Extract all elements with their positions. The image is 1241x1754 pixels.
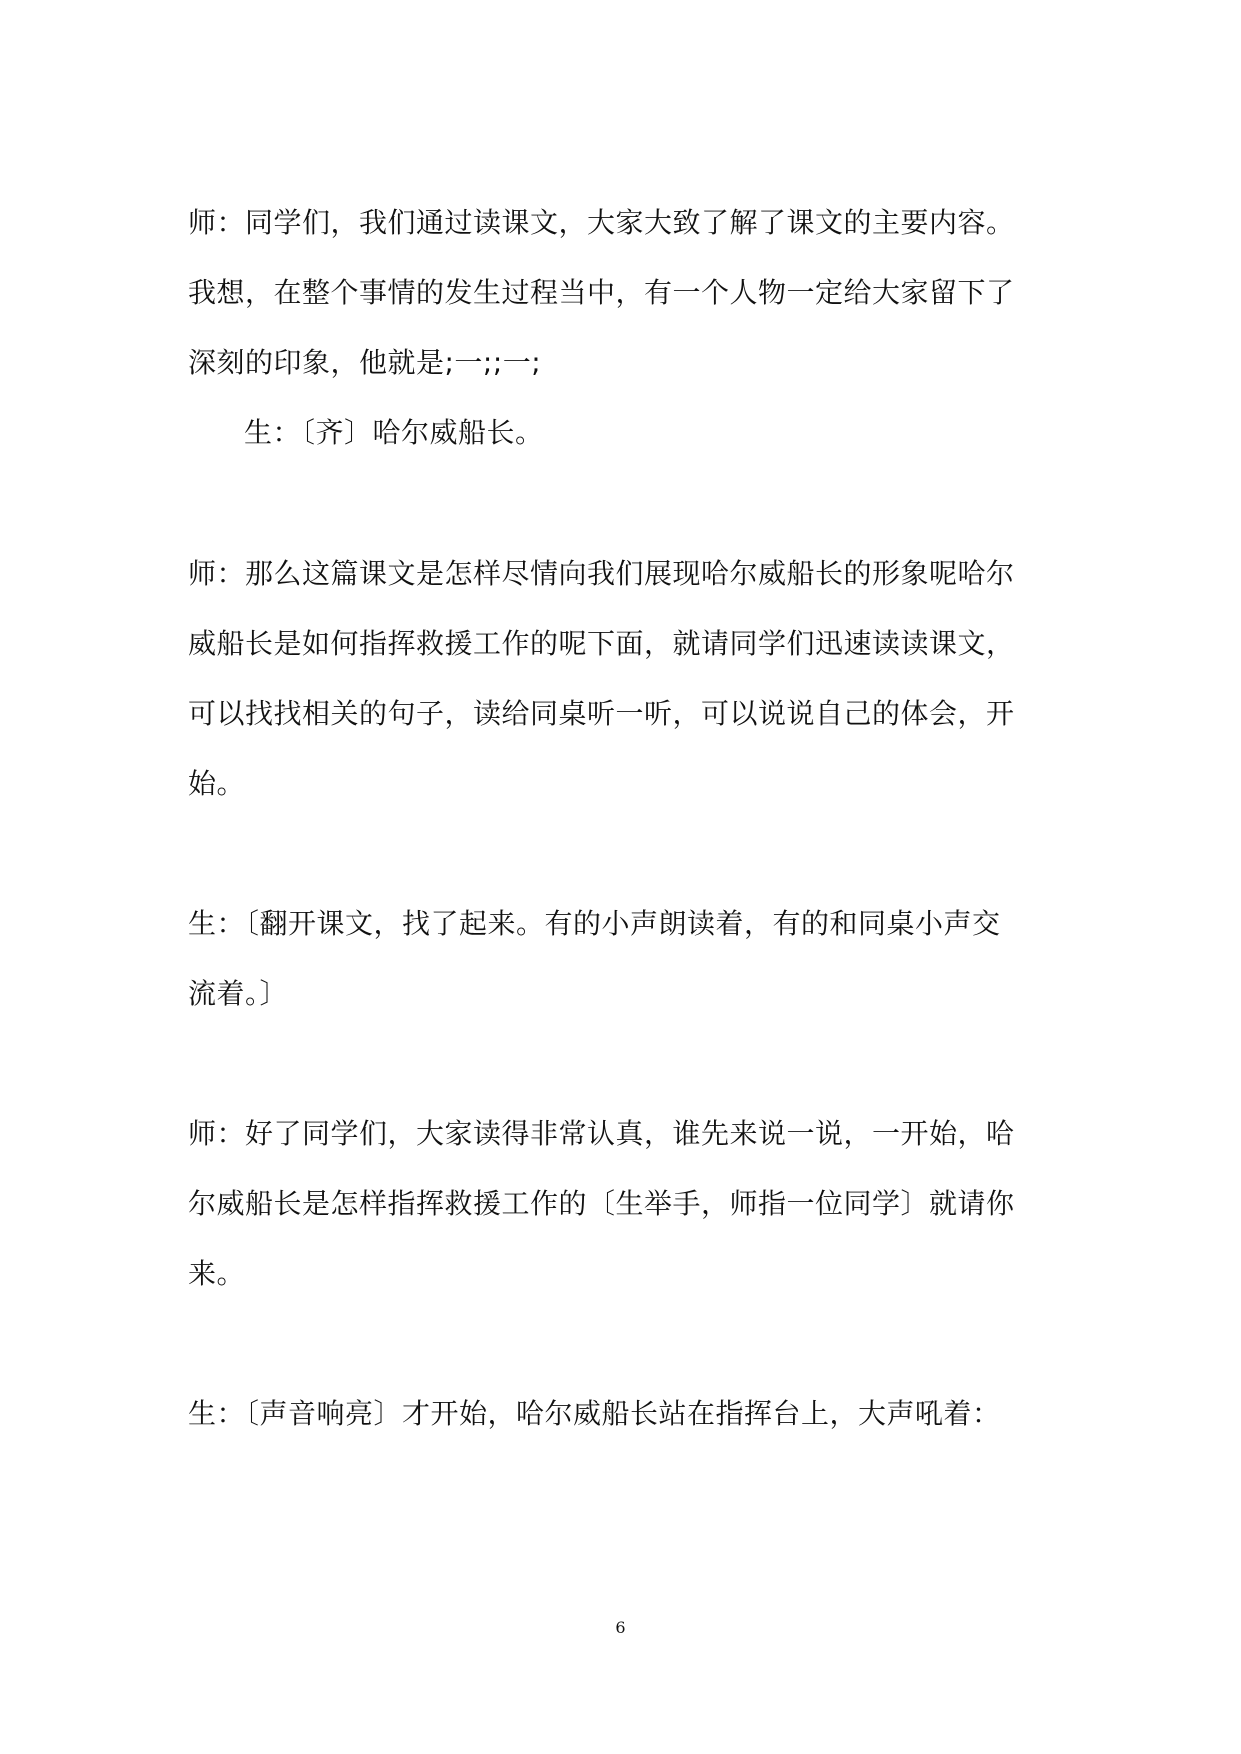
paragraph-3-line-4: 始。 [188,767,246,800]
paragraph-4-line-1: 生：〔翻开课文，找了起来。有的小声朗读着，有的和同桌小声交 [188,907,1001,940]
paragraph-6-line-1: 生：〔声音响亮〕才开始，哈尔威船长站在指挥台上，大声吼着： [188,1397,1001,1430]
paragraph-5-line-1: 师：好了同学们，大家读得非常认真，谁先来说一说，一开始，哈 [188,1117,1015,1150]
paragraph-1-line-1: 师：同学们，我们通过读课文，大家大致了解了课文的主要内容。 [188,206,1015,239]
paragraph-3-line-2: 威船长是如何指挥救援工作的呢下面，就请同学们迅速读读课文， [188,627,1015,660]
paragraph-5-line-2: 尔威船长是怎样指挥救援工作的〔生举手，师指一位同学〕就请你 [188,1187,1015,1220]
paragraph-3-line-1: 师：那么这篇课文是怎样尽情向我们展现哈尔威船长的形象呢哈尔 [188,557,1015,590]
paragraph-3-line-3: 可以找找相关的句子，读给同桌听一听，可以说说自己的体会，开 [188,697,1015,730]
paragraph-1-line-2: 我想，在整个事情的发生过程当中，有一个人物一定给大家留下了 [188,276,1015,309]
paragraph-1-line-3: 深刻的印象，他就是;一;;一; [188,346,542,379]
paragraph-4-line-2: 流着。〕 [188,977,289,1010]
paragraph-5-line-3: 来。 [188,1257,246,1290]
page-number: 6 [615,1618,626,1637]
paragraph-2-line-1: 生：〔齐〕哈尔威船长。 [244,416,544,449]
